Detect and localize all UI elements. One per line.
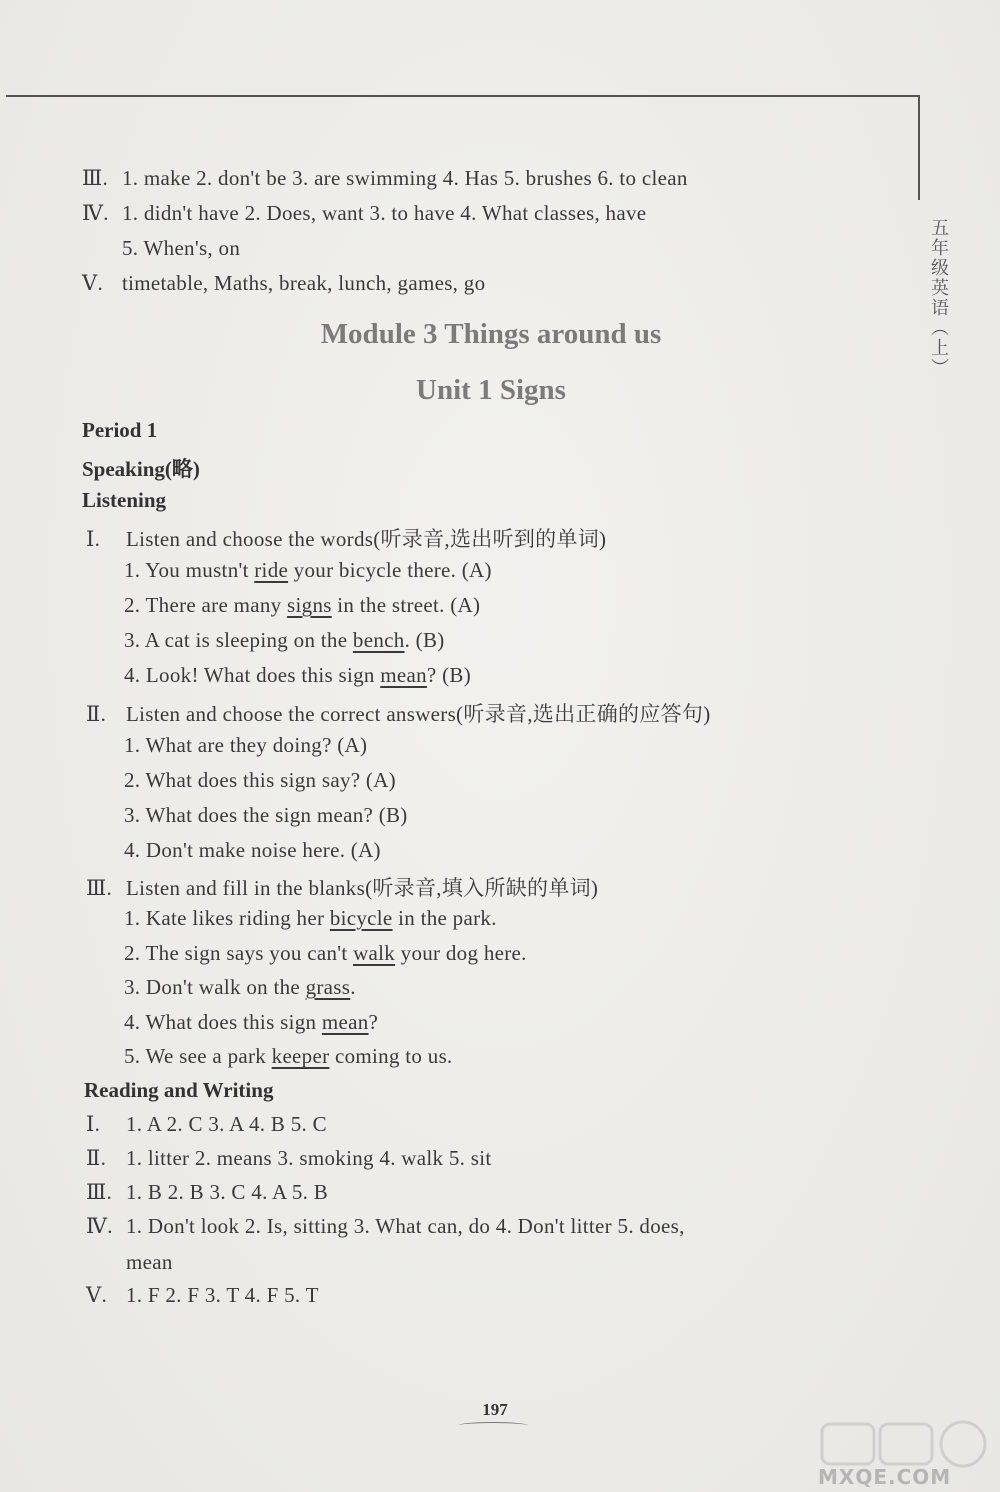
list-item: 1. You mustn't ride your bicycle there. (A)	[124, 558, 492, 582]
watermark-text: MXQE.COM	[818, 1465, 952, 1489]
module-title: Module 3 Things around us	[320, 318, 662, 350]
list-item: 2. There are many signs in the street. (A)	[124, 593, 481, 617]
answer-line: Ⅱ. 1. litter 2. means 3. smoking 4. walk 5. sit	[86, 1146, 492, 1170]
part-instruction: Ⅱ. Listen and choose the correct answers(听录音,选出正确的应答句)	[86, 702, 711, 726]
side-title: 五年级英语（上）	[929, 218, 949, 378]
unit-title: Unit 1 Signs	[416, 374, 566, 406]
list-item: 3. Don't walk on the grass.	[124, 975, 356, 999]
side-rule	[918, 95, 920, 200]
list-item: 2. What does this sign say? (A)	[124, 768, 396, 792]
listening-heading: Listening	[82, 488, 167, 512]
list-item: 4. What does this sign mean?	[124, 1010, 379, 1034]
header-rule	[6, 95, 920, 97]
answer-line: Ⅰ. 1. A 2. C 3. A 4. B 5. C	[86, 1112, 327, 1136]
list-item: 1. Kate likes riding her bicycle in the park.	[124, 906, 497, 930]
list-item: 2. The sign says you can't walk your dog here.	[124, 941, 527, 965]
list-item: 1. What are they doing? (A)	[124, 733, 368, 757]
part-instruction: Ⅰ. Listen and choose the words(听录音,选出听到的单词)	[86, 527, 607, 551]
list-item: 5. We see a park keeper coming to us.	[124, 1044, 453, 1068]
answer-line: Ⅴ. timetable, Maths, break, lunch, games, go	[82, 271, 486, 295]
answer-line: 5. When's, on	[122, 236, 241, 260]
list-item: 4. Look! What does this sign mean? (B)	[124, 663, 471, 687]
speaking-heading: Speaking(略)	[82, 457, 200, 481]
answer-line: Ⅴ. 1. F 2. F 3. T 4. F 5. T	[86, 1283, 319, 1307]
page-ornament	[458, 1422, 528, 1429]
answer-line: Ⅳ. 1. Don't look 2. Is, sitting 3. What can, do 4. Don't litter 5. does,	[86, 1214, 685, 1238]
period-heading: Period 1	[82, 418, 158, 442]
answer-line: mean	[126, 1250, 173, 1274]
part-instruction: Ⅲ. Listen and fill in the blanks(听录音,填入所缺的单词)	[86, 876, 599, 900]
answer-line: Ⅲ. 1. B 2. B 3. C 4. A 5. B	[86, 1180, 329, 1204]
page-number: 197	[482, 1400, 508, 1419]
list-item: 4. Don't make noise here. (A)	[124, 838, 381, 862]
answer-line: Ⅳ. 1. didn't have 2. Does, want 3. to have 4. What classes, have	[82, 201, 647, 225]
list-item: 3. A cat is sleeping on the bench. (B)	[124, 628, 445, 652]
list-item: 3. What does the sign mean? (B)	[124, 803, 408, 827]
reading-writing-heading: Reading and Writing	[84, 1078, 274, 1102]
answer-line: Ⅲ. 1. make 2. don't be 3. are swimming 4. Has 5. brushes 6. to clean	[82, 166, 688, 190]
